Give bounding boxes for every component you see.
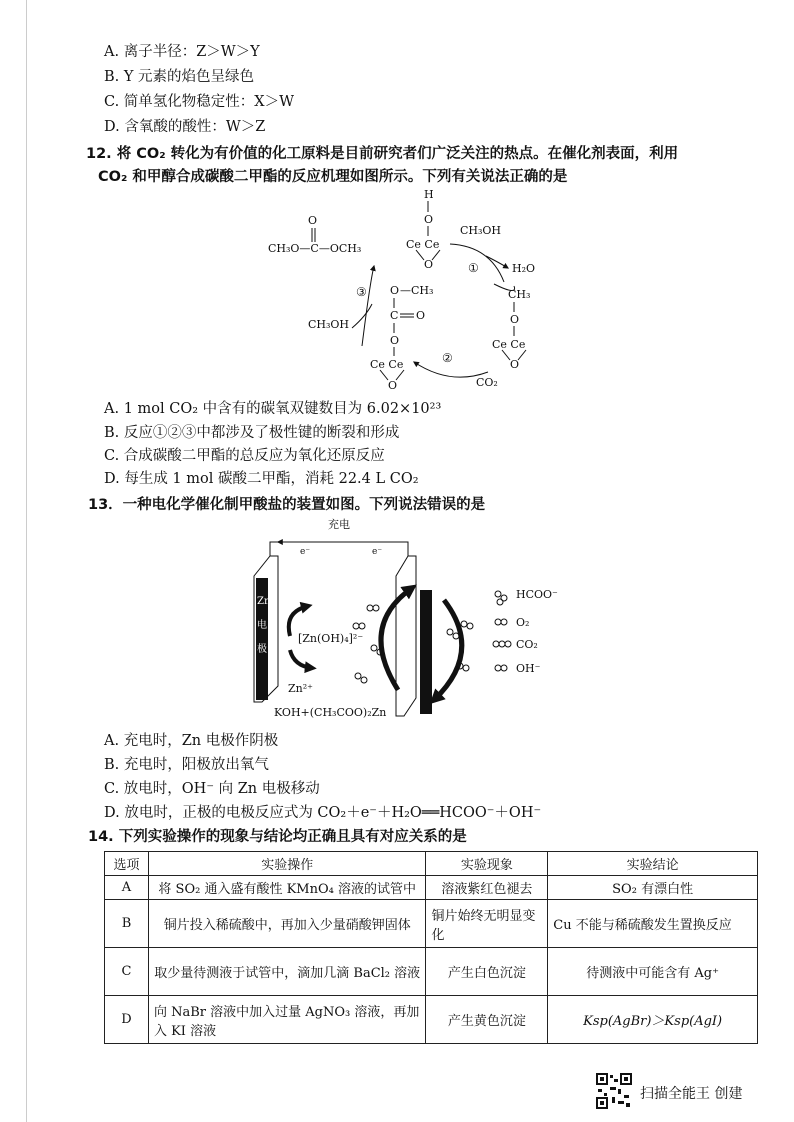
row-a-conclusion: SO₂ 有漂白性 xyxy=(548,876,758,900)
q13-electrolysis-diagram xyxy=(248,516,578,726)
right-ce: Ce Ce xyxy=(492,338,526,351)
q12-option-d: D. 每生成 1 mol 碳酸二甲酯，消耗 22.4 L CO₂ xyxy=(104,471,419,487)
q13-option-b: B. 充电时，阳极放出氧气 xyxy=(104,757,269,773)
electron-2: e⁻ xyxy=(372,547,383,557)
electrolyte-label: KOH+(CH₃COO)₂Zn xyxy=(274,706,387,719)
table-row xyxy=(105,900,758,948)
row-d-conclusion: Ksp(AgBr)＞Ksp(AgI) xyxy=(548,996,758,1044)
bottom-ce: Ce Ce xyxy=(370,358,404,371)
row-a-operation: 将 SO₂ 通入盛有酸性 KMnO₄ 溶液的试管中 xyxy=(148,876,426,900)
row-b-phenomenon: 铜片始终无明显变化 xyxy=(426,900,548,948)
mid-eq-o: O xyxy=(416,309,426,322)
q12-mechanism-diagram xyxy=(250,186,570,394)
top-ce: Ce Ce xyxy=(406,238,440,251)
right-ch3: CH₃ xyxy=(508,288,531,301)
q13-option-c: C. 放电时，OH⁻ 向 Zn 电极移动 xyxy=(104,781,320,797)
table-header-row xyxy=(105,852,758,876)
row-c-conclusion: 待测液中可能含有 Ag⁺ xyxy=(548,948,758,996)
product-formula: CH₃O—C—OCH₃ xyxy=(268,242,362,255)
legend-oxygen: O₂ xyxy=(516,616,530,629)
co2: CO₂ xyxy=(476,376,498,389)
bottom-ring-o: O xyxy=(388,379,398,392)
mid-o2: O xyxy=(390,334,400,347)
q11-option-c: C. 简单氢化物稳定性：X＞W xyxy=(104,94,295,110)
mid-c: C xyxy=(390,309,399,322)
zn-label-3: 极 xyxy=(257,644,267,655)
zinc-ion: Zn²⁺ xyxy=(288,682,313,695)
row-b-conclusion: Cu 不能与稀硫酸发生置换反应 xyxy=(548,900,758,948)
row-c-phenomenon: 产生白色沉淀 xyxy=(426,948,548,996)
row-d-phenomenon: 产生黄色沉淀 xyxy=(426,996,548,1044)
mid-o: O xyxy=(390,284,400,297)
q12-option-b: B. 反应①②③中都涉及了极性键的断裂和形成 xyxy=(104,425,400,441)
q11-option-a: A. 离子半径：Z＞W＞Y xyxy=(104,44,260,60)
zn-label-1: Zn xyxy=(257,596,271,607)
q11-option-b: B. Y 元素的焰色呈绿色 xyxy=(104,69,255,85)
step-3: ③ xyxy=(356,285,367,299)
zn-label-2: 电 xyxy=(257,620,267,631)
q12-option-c: C. 合成碳酸二甲酯的总反应为氧化还原反应 xyxy=(104,448,385,464)
legend-formate: HCOO⁻ xyxy=(516,588,558,601)
q14-stem: 14. 下列实验操作的现象与结论均正确且具有对应关系的是 xyxy=(88,829,467,845)
q12-option-a: A. 1 mol CO₂ 中含有的碳氧双键数目为 6.02×10²³ xyxy=(104,401,442,417)
mid-ch3: —CH₃ xyxy=(400,284,434,297)
q13-option-d: D. 放电时，正极的电极反应式为 CO₂＋e⁻＋H₂O══HCOO⁻＋OH⁻ xyxy=(104,805,542,821)
methanol-2: CH₃OH xyxy=(308,318,350,331)
zincate-complex: [Zn(OH)₄]²⁻ xyxy=(298,632,364,645)
qr-code-icon xyxy=(596,1073,632,1109)
step-1: ① xyxy=(468,261,479,275)
q13-option-a: A. 充电时，Zn 电极作阴极 xyxy=(104,733,279,749)
top-h: H xyxy=(424,188,434,201)
margin-rule xyxy=(26,0,27,1122)
row-b-operation: 铜片投入稀硫酸中，再加入少量硝酸钾固体 xyxy=(148,900,426,948)
row-d-operation: 向 NaBr 溶液中加入过量 AgNO₃ 溶液，再加入 KI 溶液 xyxy=(148,996,426,1044)
product-o: O xyxy=(308,214,318,227)
top-ring-o: O xyxy=(424,258,434,271)
header-option: 选项 xyxy=(105,852,149,876)
right-o: O xyxy=(510,313,520,326)
table-row xyxy=(105,948,758,996)
q13-stem: 13．一种电化学催化制甲酸盐的装置如图。下列说法错误的是 xyxy=(88,497,486,513)
header-operation: 实验操作 xyxy=(148,852,426,876)
row-c-operation: 取少量待测液于试管中，滴加几滴 BaCl₂ 溶液 xyxy=(148,948,426,996)
scanner-watermark: 扫描全能王 创建 xyxy=(640,1086,743,1102)
water: H₂O xyxy=(512,262,536,275)
q14-table xyxy=(104,851,758,1044)
row-d-option: D xyxy=(105,996,149,1044)
legend-hydroxide: OH⁻ xyxy=(516,662,541,675)
q12-stem-line2: CO₂ 和甲醇合成碳酸二甲酯的反应机理如图所示。下列有关说法正确的是 xyxy=(98,169,568,185)
top-o: O xyxy=(424,213,434,226)
q12-stem-line1: 12. 将 CO₂ 转化为有价值的化工原料是目前研究者们广泛关注的热点。在催化剂表面，利用 xyxy=(86,146,679,162)
right-ring-o: O xyxy=(510,358,520,371)
row-a-phenomenon: 溶液紫红色褪去 xyxy=(426,876,548,900)
methanol-1: CH₃OH xyxy=(460,224,502,237)
charge-label: 充电 xyxy=(328,518,350,531)
header-phenomenon: 实验现象 xyxy=(426,852,548,876)
table-row xyxy=(105,996,758,1044)
row-a-option: A xyxy=(105,876,149,900)
row-c-option: C xyxy=(105,948,149,996)
q11-option-d: D. 含氧酸的酸性：W＞Z xyxy=(104,119,266,135)
legend-co2: CO₂ xyxy=(516,638,538,651)
step-2: ② xyxy=(442,351,453,365)
row-b-option: B xyxy=(105,900,149,948)
header-conclusion: 实验结论 xyxy=(548,852,758,876)
table-row xyxy=(105,876,758,900)
electron-1: e⁻ xyxy=(300,547,311,557)
